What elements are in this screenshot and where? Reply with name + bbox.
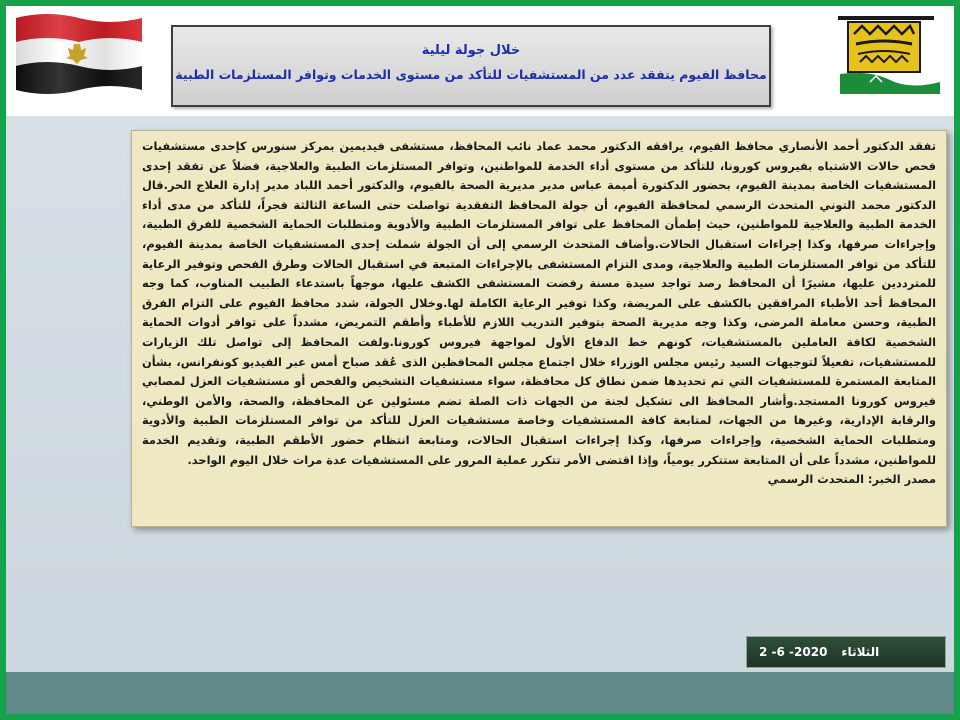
egypt-flag-icon: [12, 10, 146, 94]
article-body: تفقد الدكتور أحمد الأنصاري محافظ الفيوم، يرافقه الدكتور محمد عماد نائب المحافظ، مستشفى فيديمين بمركز سنورس كإحدى مستشفيات فحص حالات الاشتباه بفيروس كورونا، للتأكد من مستوى أداء الخدمة للمواطنين، وتوافر المستلزمات الطبية والعلاجية، فضلاً عن تفقد إحدى المستشفيات الخاصة بمدينة الفيوم، بحضور الدكتورة أميمة عباس مدير مديرية الصحة بالفيوم، والدكتور أحمد اللباد مدير إدارة العلاج الحر.قال الدكتور محمد التوني المتحدث الرسمي لمحافظة الفيوم، أن جولة المحافظ التفقدية تواصلت حتى الساعة الثالثة فجراً، للتأكد من مدى أداء الخدمة الطبية والعلاجية للمواطنين، حيث إطمأن المحافظ على توافر المستلزمات الطبية والأدوية ومتطلبات الحماية الشخصية للفرق الطبية، وإجراءات صرفها، وكذا إجراءات استقبال الحالات.وأضاف المتحدث الرسمي إلى أن الجولة شملت إحدى المستشفيات الخاصة بمدينة الفيوم، للتأكد من توافر المستلزمات الطبية والعلاجية، ومدى التزام المستشفى بالإجراءات المتبعة في استقبال الحالات وطرق الفحص وتوفير الرعاية للمترددين عليها، مشيرًا أن المحافظ رصد تواجد سيدة مسنة رفضت المستشفى الكشف عليها، موجهاً باستدعاء الطبيب المناوب، كما وجه المحافظ أحد الأطباء المرافقين بالكشف على المريضة، وكذا توفير الرعاية الكاملة لها.وخلال الجولة، شدد محافظ الفيوم على التزام الفرق الطبية، وحسن معاملة المرضى، وكذا وجه مديرية الصحة بتوفير التدريب اللازم للأطباء وأطقم التمريض، مشدداً على توافر أدوات الحماية الشخصية لكافة العاملين بالمستشفيات، كونهم خط الدفاع الأول لمواجهة فيروس كورونا.ولفت المحافظ إلى تواصل تلك الزيارات للمستشفيات، تفعيلاً لتوجيهات السيد رئيس مجلس الوزراء خلال اجتماع مجلس المحافظين الذى عُقد صباح أمس عبر الفيديو كونفرانس، بشأن المتابعة المستمرة للمستشفيات التي تم تحديدها ضمن نطاق كل محافظة، سواء مستشفيات التشخيص والفحص أو مستشفيات العزل لمصابي فيروس كورونا المستجد.وأشار المحافظ الى تشكيل لجنة من الجهات ذات الصلة تضم مسئولين عن المحافظة، والصحة، والأمن الوطني، والرقابة الإدارية، وغيرها من الجهات، لمتابعة كافة المستشفيات وخاصة مستشفيات العزل للتأكد من توافر المستلزمات الطبية والأدوية ومتطلبات الحماية الشخصية، وإجراءات صرفها، وكذا إجراءات استقبال الحالات، ومتابعة انتظام حضور الأطقم الطبية، وتقديم الخدمة للمواطنين، مشدداً على أن المتابعة ستتكرر يومياً، وإذا اقتضى الأمر تتكرر عملية المرور على المستشفيات عدة مرات خلال اليوم الواحد.: [142, 139, 936, 467]
date-value: 2 -6 -2020: [759, 645, 828, 659]
footer-band: [6, 672, 954, 714]
article-source: مصدر الخبر: المتحدث الرسمي: [767, 472, 936, 487]
article-box: [131, 130, 947, 527]
date-day: الثلاثاء: [841, 645, 880, 659]
headline-subtitle: محافظ الفيوم يتفقد عدد من المستشفيات للتأكد من مستوى الخدمات وتوافر المستلزمات الطبية: [175, 67, 767, 82]
fayoum-emblem-logo: [830, 12, 948, 98]
headline-box: [171, 25, 771, 107]
headline-title: خلال جولة ليلية: [421, 43, 521, 58]
date-badge: [746, 636, 946, 668]
